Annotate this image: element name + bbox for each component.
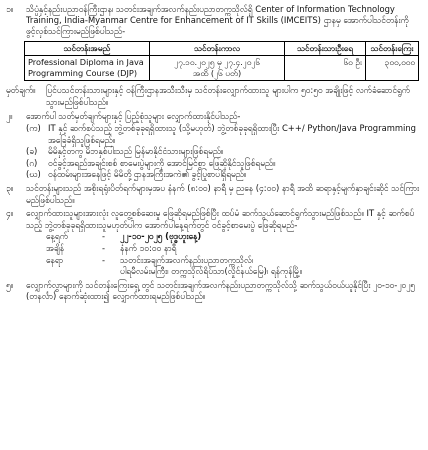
exam-venue-address-value: ပါရမီလမ်းမကြီး၊ တက္ကသိုလ်ရိပ်သာ(လှိုင်နယ်မြေ)၊ ရန်ကုန်မြို့။: [120, 266, 303, 277]
exam-venue-key: နေရာ: [46, 254, 64, 265]
exam-date-row: [6, 231, 420, 243]
list-item: [6, 123, 420, 146]
exam-time-dash: -: [102, 242, 106, 253]
section-5-text: လျှောက်လွှာများကို သင်တန်းကြေးရှေ့ တွင် သတင်းအချက်အလက်နည်းပညာတက္ကသိုလ်သို့ ဆက်သွယ်ဝယ်ယူနိုင်ပြီး ၂၀-၁၀-၂၀၂၅ (တနင်္လာ) နောက်ဆုံးထား၍ လျှောက်ထားရမည်ဖြစ်ပါသည်။: [26, 279, 415, 302]
section-5-number: ၅။: [6, 279, 14, 290]
exam-venue-address-key: [46, 266, 102, 278]
table-row: [25, 55, 419, 80]
section-5: [6, 280, 420, 303]
section-3-number: ၃။: [6, 182, 14, 193]
exam-date-key: နေ့ရက်: [46, 231, 68, 242]
item-text: ဝင်ခွင့်အရည်အချင်းစစ် စာမေးပွဲများကို အောင်မြင်စွာ ဖြေဆိုနိုင်သူဖြစ်ရမည်။: [48, 157, 276, 168]
list-item: [6, 169, 420, 181]
header-fee: သင်တန်းကြေး: [366, 41, 419, 55]
note-label: မှတ်ချက်။: [6, 85, 36, 96]
list-item: [6, 158, 420, 170]
note-text: ပြင်ပသင်တန်းသားများနှင့် ဝန်ကြီးဌာနအသီးသီးမှ သင်တန်းလျှောက်ထားသူ များပါက ၅၀:၅၀ အချိုးဖြင့် လက်ခံဆောင်ရွက်သွားမည်ဖြစ်ပါသည်။: [46, 85, 410, 107]
exam-time-value: နံနက် ၁၀:၀၀ နာရီ: [120, 242, 177, 253]
period-duration: အထိ (၂၆ ပတ်): [192, 68, 242, 79]
item-text: မိမိနှင့်တကွ မိဘနှစ်ပါးသည် မြန်မာနိုင်ငံသားများဖြစ်ရမည်။: [48, 146, 224, 157]
item-marker: (ဂ): [26, 157, 38, 168]
intro-paragraph: [6, 4, 420, 38]
item-marker: (ခ): [26, 146, 38, 157]
seats-cell: ၆၀ ဦး: [285, 55, 366, 80]
item-marker: (ဃ): [26, 169, 41, 180]
intro-number: ၁။: [6, 4, 14, 14]
item-marker: (က): [26, 123, 41, 133]
exam-date-dash: -: [102, 231, 106, 242]
header-course-name: သင်တန်းအမည်: [25, 41, 150, 55]
fee-cell: ၃၀၀,၀၀၀: [366, 55, 419, 80]
section-3-text: သင်တန်းများသည် အစိုးရရုံးပိတ်ရက်များမှအပ နံနက် (၈:၀၀) နာရီ မှ ညနေ (၄:၀၀) နာရီ အထိ ဆရာနှင့်မျက်နှာချင်းဆိုင် သင်ကြားမည်ဖြစ်ပါသည်။: [26, 182, 420, 205]
course-period-cell: [150, 55, 285, 80]
note-block: [6, 85, 420, 108]
section-2-text: အောက်ပါ သတ်မှတ်ချက်များနှင့် ပြည့်စုံသူများ လျှောက်ထားနိုင်ပါသည်-: [26, 111, 241, 122]
exam-venue-address-row: [6, 266, 420, 278]
intro-text: သိပ္ပံနှင့်နည်းပညာဝန်ကြီးဌာန၊ သတင်းအချက်အလက်နည်းပညာတက္ကသိုလ်ရှိ Center of Information Technology Training, India-Myanmar Centre for Enhancement of IT Skills (IMCEITS) ဌာနမှ အောက်ပါသင်တန်းကို ဖွင့်လှစ်သင်ကြားမည်ဖြစ်ပါသည်-: [26, 4, 409, 37]
section-3: [6, 183, 420, 206]
course-name-cell: Professional Diploma in Java Programming Course (DJP): [25, 55, 150, 80]
section-2-number: ၂။: [6, 111, 13, 122]
exam-time-row: [6, 243, 420, 255]
item-text: ဝန်ထမ်းများအနေဖြင့် မိမိတို့ဌာနအကြီးအကဲ၏ ခွင့်ပြုစာပါရှိရမည်။: [48, 169, 247, 180]
section-4-text: လျှောက်ထားသူများအားလုံး လူတွေ့စစ်ဆေးမှု ဖြေဆိုရမည်ဖြစ်ပြီး ထပ်မံ ဆက်သွယ်ဆောင်ရွက်သွားမည်ဖြစ်သည်။ IT နှင့် ဆက်စပ်သည့် ဘွဲ့တစ်ခုခုရရှိထားသူမဟုတ်ပါက အောက်ပါနေ့ရက်တွင် ဝင်ခွင့်စာမေးပွဲ ဖြေဆိုရမည်-: [26, 208, 415, 230]
section-2: [6, 111, 420, 123]
course-table: [24, 41, 419, 82]
period-start-end: ၂၇.၁၀.၂၀၂၅ မှ ၂၇.၄.၂၀၂၆: [174, 56, 260, 67]
header-seats: သင်တန်းသားဦးရေ: [285, 41, 366, 55]
section-4-number: ၄။: [6, 208, 14, 219]
exam-venue-address-dash: [102, 266, 120, 278]
exam-venue-row: [6, 255, 420, 267]
header-course-period: သင်တန်းကာလ: [150, 41, 285, 55]
section-4: [6, 208, 420, 231]
exam-venue-value: သတင်းအချက်အလက်နည်းပညာတက္ကသိုလ်၊: [120, 254, 254, 265]
exam-time-key: အချိန်: [46, 242, 65, 253]
item-text: IT နှင့် ဆက်စပ်သည့် ဘွဲ့တစ်ခုခုရရှိထားသူ (သို့မဟုတ်) ဘွဲ့တစ်ခုခုရရှိထားပြီး C++/ Python/Java Programming အခြေခံရှိသူဖြစ်ရမည်။: [48, 123, 416, 145]
course-table-header: [25, 41, 419, 55]
exam-venue-dash: -: [102, 254, 106, 265]
exam-date-value: ၂၂-၁၀-၂၀၂၅ (ဗုဒ္ဓဟူးနေ့): [120, 231, 202, 242]
list-item: [6, 146, 420, 158]
